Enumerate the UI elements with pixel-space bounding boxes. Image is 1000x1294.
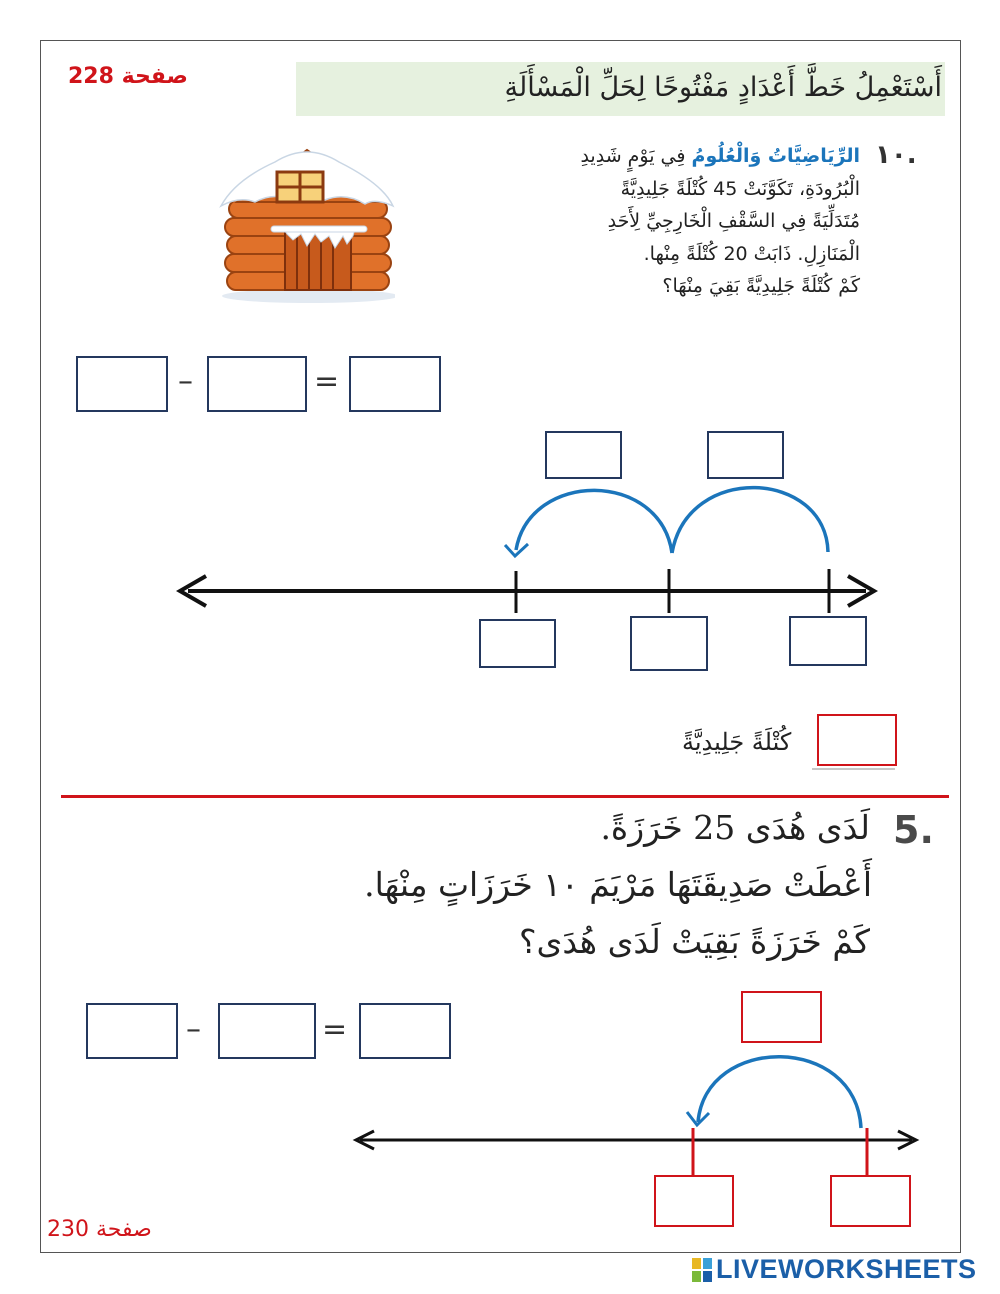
brand-name: LIVEWORKSHEETS [716,1254,977,1284]
p10-minus-sign: – [178,364,193,399]
problem-5-line-3: كَمْ خَرَزَةً بَقِيَتْ لَدَى هُدَى؟ [519,922,870,961]
page-label-230: صفحة 230 [47,1217,152,1242]
p10-jump-arcs [505,488,828,556]
liveworksheets-logo-icon [692,1258,712,1282]
p10-number-line [180,569,874,613]
problem-10-subject: الرِّيَاضِيَّاتُ وَالْعُلُومُ [691,145,860,167]
page-title: أَسْتَعْمِلُ خَطَّ أَعْدَادٍ مَفْتُوحًا لِحَلِّ الْمَسْأَلَةِ [504,72,942,103]
p5-equals-sign: = [322,1012,348,1047]
liveworksheets-branding [692,1254,977,1285]
p10-equals-sign: = [314,364,340,399]
problem-10-line-3: مُتَدَلِّيَةً فِي السَّقْفِ الْخَارِجِيِّ لِأَحَدِ [607,210,860,232]
problem-5-line-1: لَدَى هُدَى 25 خَرَزَةً. [600,808,870,847]
problem-10-line-1-text: فِي يَوْمٍ شَدِيدِ [580,145,686,167]
problem-5-number: 5. [893,808,934,852]
problem-10-line-5: كَمْ كُتْلَةً جَلِيدِيَّةً بَقِيَ مِنْهَا؟ [662,275,860,297]
problem-10-line-2: الْبُرُودَةِ، تَكَوَّنَتْ 45 كُتْلَةً جَلِيدِيَّةً [620,177,860,200]
page-label-228: صفحة 228 [68,64,188,89]
problem-10-number: ١٠. [875,140,917,170]
problem-10-line-4: الْمَنَازِلِ. ذَابَتْ 20 كُتْلَةً مِنْها. [643,242,860,265]
p5-jump-arc [687,1057,861,1128]
p5-minus-sign: – [186,1012,201,1047]
p10-answer-unit: كُتْلَةً جَلِيدِيَّةً [682,728,792,756]
problem-5-line-2: أَعْطَتْ صَدِيقَتَهَا مَرْيَمَ ١٠ خَرَزَاتٍ مِنْهَا. [364,865,872,904]
p5-number-line [356,1128,916,1175]
